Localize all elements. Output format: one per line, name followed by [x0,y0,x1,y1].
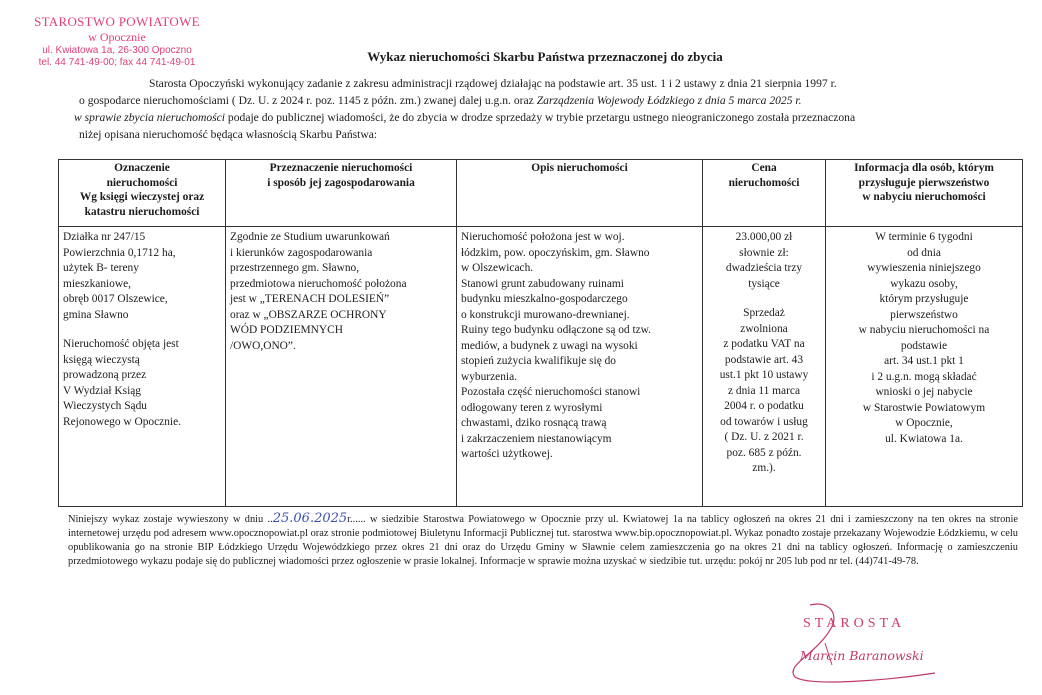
posting-notice [68,512,1018,569]
table-header-row [59,160,1023,227]
cell-description [457,227,703,507]
header-priority-info [826,160,1023,227]
signature-title: STAROSTA [803,616,906,631]
notice-body: w siedzibie Starostwa Powiatowego w Opocznie przy ul. Kwiatowej 1a na tablicy ogłoszeń na okres 21 dni i zamieszczony na ten okres na stronie internetowej urzędu pod adresem www.opocznopowiat.pl oraz stronie podmiotowej Biuletynu Informacji Publicznej tut. starostwa www.bip.opocznopowiat.pl. Wykaz ponadto zostaje przekazany Wojewodzie Łódzkiemu, w celu opublikowania go na stronie BIP Łódzkiego Urzędu Wojewódzkiego przez okres 21 dni oraz do Urzędu Gminy w Sławnie celem zamieszczenia go na okres 21 dni na tablicy ogłoszeń. Informację o zamieszczeniu przedmiotowego wykazu podaje się do publicznej wiadomości przez ogłoszenie w prasie lokalnej. Informacje w sprawie można uzyskać w siedzibie tut. urzędu: pokój nr 205 lub pod nr tel. (44)741-49-78. [68,514,1018,567]
purpose-text: Zgodnie ze Studium uwarunkowań i kierunków zagospodarowania przestrzennego gm. Sławno, przedmiotowa nieruchomość położona jest w „TERENACH DOLESIEŃ” oraz w „OBSZARZE OCHRONY WÓD PODZIEMNYCH /OWO,ONO”. [230,231,407,352]
notice-dots-after: r...... [347,514,366,525]
header-description-text: Opis nieruchomości [531,162,628,174]
intro-text [62,75,1008,143]
intro-line-4: niżej opisana nieruchomość będąca własnością Skarbu Państwa: [79,128,378,141]
designation-parcel: Działka nr 247/15 Powierzchnia 0,1712 ha, użytek B- tereny mieszkaniowe, obręb 0017 Olszewice, gmina Sławno [63,231,176,321]
cell-price [703,227,826,507]
header-designation [59,160,226,227]
description-location: Nieruchomość położona jest w woj. łódzkim, pow. opoczyńskim, gm. Sławno w Olszewicach. [461,231,650,274]
cell-designation [59,227,226,507]
intro-line-3-normal: podaje do publicznej wiadomości, że do zbycia w drodze sprzedaży w trybie przetargu ustnego nieograniczonego została przeznaczona [225,111,856,124]
priority-info-text: W terminie 6 tygodni od dnia wywieszenia niniejszego wykazu osoby, którym przysługuje pierwszeństwo w nabyciu nieruchomości na podstawie art. 34 ust.1 pkt 1 i 2 u.g.n. mogą składać wnioski o jej nabycie w Starostwie Powiatowym w Opocznie, ul. Kwiatowa 1a. [858,231,990,445]
price-vat-exemption: Sprzedaż zwolniona z podatku VAT na podstawie art. 43 ust.1 pkt 10 ustawy z dnia 11 marca 2004 r. o podatku od towarów i usług ( Dz. U. z 2021 r. poz. 685 z późn. zm.). [719,307,809,474]
cell-priority-info [826,227,1023,507]
office-stamp [22,14,212,69]
intro-line-1: Starosta Opoczyński wykonujący zadanie z zakresu administracji rządowej działając na podstawie art. 35 ust. 1 i 2 ustawy z dnia 21 sierpnia 1997 r. [149,77,837,90]
description-remaining: Pozostała część nieruchomości stanowi odłogowany teren z wyrosłymi chwastami, dziko rosnącą trawą i zakrzaczeniem niestanowiącym wartości użytkowej. [461,386,641,460]
header-description [457,160,703,227]
intro-line-2-italic: Zarządzenia Wojewody Łódzkiego z dnia 5 marca 2025 r. [536,94,802,107]
notice-intro: Niniejszy wykaz zostaje wywieszony w dniu [68,514,268,525]
document-title: Wykaz nieruchomości Skarbu Państwa przeznaczonej do zbycia [367,49,723,64]
header-purpose-text: Przeznaczenie nieruchomości i sposób jej zagospodarowania [267,162,415,189]
header-price [703,160,826,227]
header-priority-info-text: Informacja dla osób, którym przysługuje pierwszeństwo w nabyciu nieruchomości [854,162,994,203]
stamp-line-city: w Opocznie [88,30,146,44]
cell-purpose [226,227,457,507]
intro-line-2-normal: o gospodarce nieruchomościami ( Dz. U. z 2024 r. poz. 1145 z późn. zm.) zwanej dalej u.g.n. oraz [79,94,537,107]
designation-land-register: Nieruchomość objęta jest księgą wieczystą prowadzoną przez V Wydział Ksiąg Wieczystych Sądu Rejonowego w Opocznie. [63,338,181,428]
stamp-line-office: STAROSTWO POWIATOWE [34,14,200,29]
table-row [59,227,1023,507]
intro-line-2 [62,92,1008,109]
handwritten-date: 25.06.2025 [272,511,348,526]
signature-scribble [770,595,970,690]
stamp-line-phone: tel. 44 741-49-00; fax 44 741-49-01 [38,57,196,68]
stamp-line-address: ul. Kwiatowa 1a, 26-300 Opoczno [42,45,192,56]
header-price-text: Cena nieruchomości [728,162,800,189]
notice-dots-before: .. [267,514,273,525]
header-designation-text: Oznaczenie nieruchomości Wg księgi wieczystej oraz katastru nieruchomości [79,162,205,218]
property-table [58,159,1023,507]
description-building: Stanowi grunt zabudowany ruinami budynku mieszkalno-gospodarczego o konstrukcji murowano-drewnianej. Ruiny tego budynku odłączone są od tzw. mediów, a budynek z uwagi na wysoki stopień zużycia kwalifikuje się do wyburzenia. [461,277,652,383]
intro-line-3 [62,109,1008,126]
signature-name: Marcin Baranowski [800,648,924,663]
intro-line-3-italic: w sprawie zbycia nieruchomości [74,111,226,124]
header-purpose [226,160,457,227]
price-amount: 23.000,00 zł słownie zł: dwadzieścia trzy tysiące [725,231,803,290]
